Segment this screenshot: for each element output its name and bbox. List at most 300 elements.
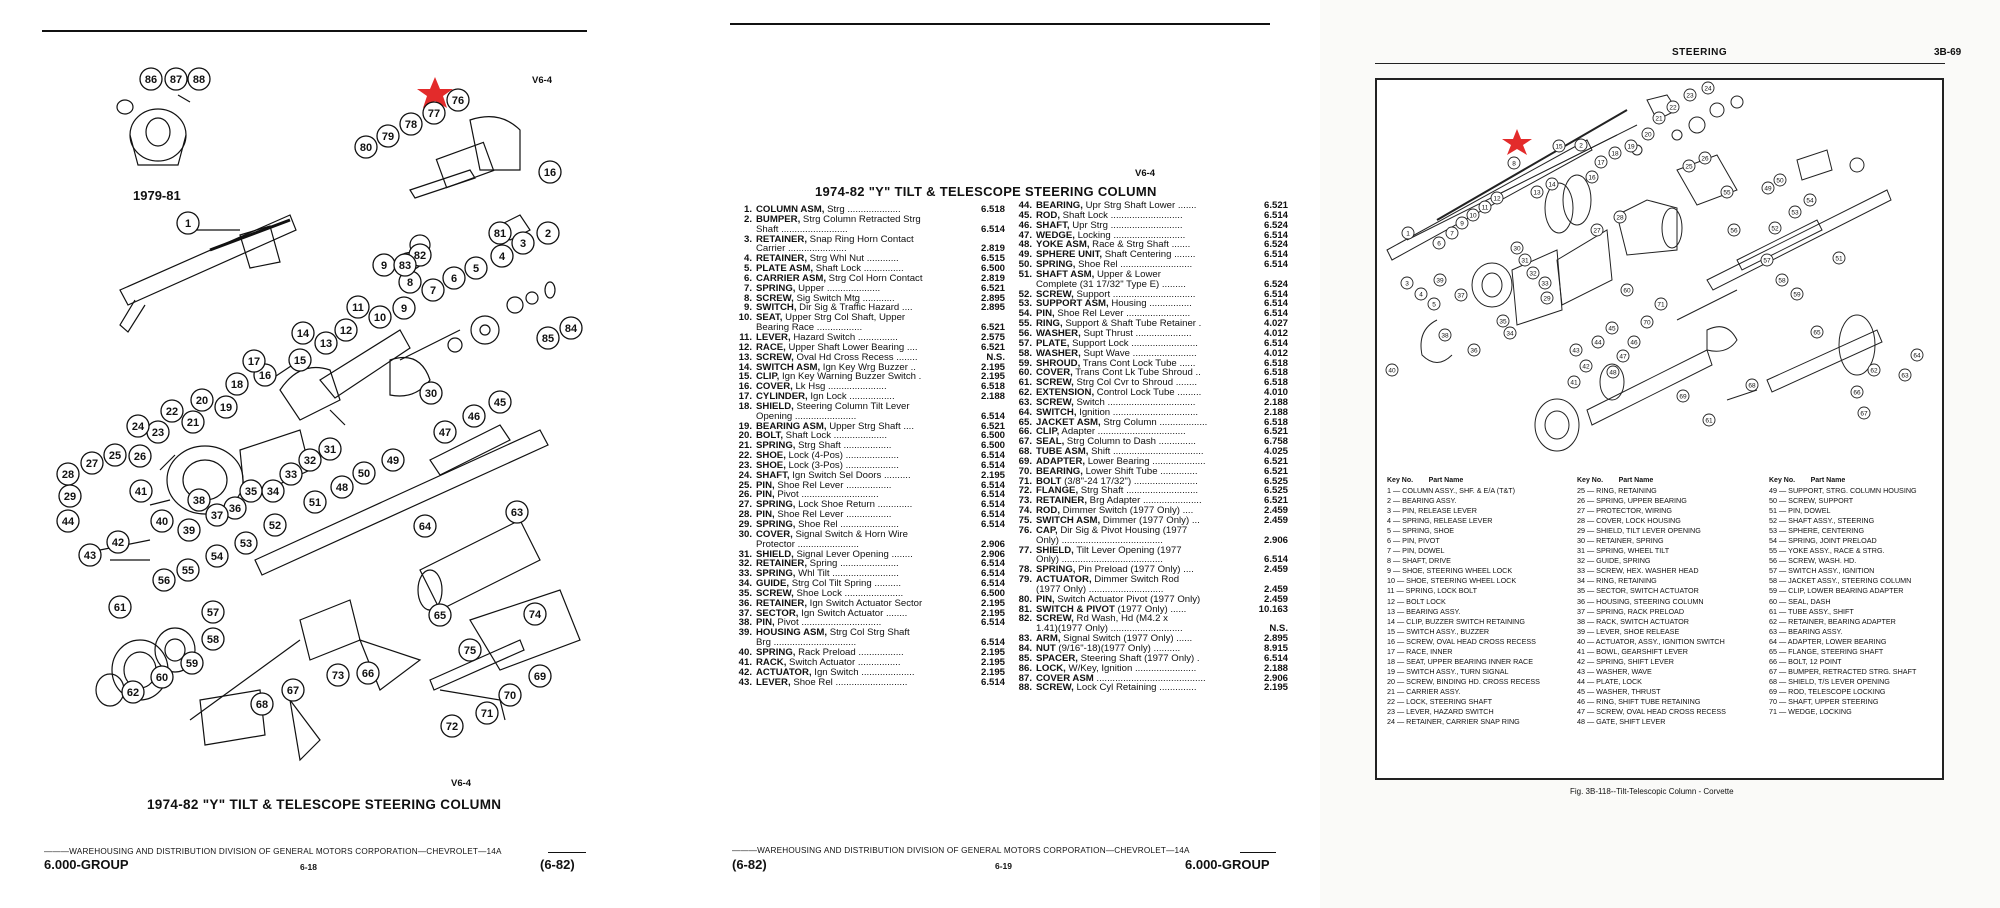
header-title: STEERING [1672, 47, 1728, 58]
part-detail: Strg Col Horn Contact [826, 273, 923, 284]
catalog-group-number: 6.524 [1263, 239, 1288, 251]
catalog-group-number: 2.819 [980, 243, 1005, 255]
part-detail: Strg Col Strg Shaft [827, 628, 910, 639]
part-name: BEARING, [1036, 201, 1083, 211]
part-number: 73. [1018, 495, 1032, 507]
part-description [1036, 418, 1244, 428]
key-entry: 68 — SHIELD, T/S LEVER OPENING [1769, 676, 1890, 686]
key-entry: 6 — PIN, PIVOT [1387, 536, 1440, 546]
svg-text:1: 1 [184, 218, 192, 230]
key-entry: 50 — SCREW, SUPPORT [1769, 496, 1854, 506]
part-number: 79. [1018, 574, 1032, 586]
part-description [756, 441, 961, 451]
parts-list-row [1010, 201, 1288, 211]
part-number: 76. [1018, 524, 1032, 536]
svg-text:20: 20 [1644, 131, 1652, 139]
svg-text:12: 12 [339, 325, 353, 337]
key-entry: 1 — COLUMN ASSY., SHF. & E/A (T&T) [1387, 486, 1516, 495]
part-description [756, 471, 961, 481]
part-description [756, 294, 961, 304]
parts-list-row [730, 461, 1005, 471]
part-detail: Upper Shaft Lower Bearing .... [785, 342, 918, 353]
inset-caption: 1979-81 [133, 188, 181, 203]
part-name: LEVER, [756, 332, 791, 343]
key-entry: 37 — SPRING, RACK PRELOAD [1577, 606, 1685, 616]
part-description [756, 431, 961, 441]
part-name: SPRING, [756, 569, 796, 580]
part-detail: Lock (4-Pos) .................... [785, 451, 899, 461]
svg-text:24: 24 [1704, 85, 1712, 93]
part-description [756, 618, 961, 628]
key-entry: 21 — CARRIER ASSY. [1387, 686, 1461, 696]
svg-text:63: 63 [510, 507, 524, 519]
catalog-group-number: 2.575 [980, 331, 1005, 343]
part-detail: Lower Shift Tube .............. [1082, 466, 1198, 477]
parts-list-row [1010, 378, 1288, 388]
svg-text:68: 68 [1748, 382, 1756, 390]
catalog-group-number: 2.188 [1263, 406, 1288, 418]
part-number: 14. [738, 361, 752, 373]
exploded-diagram [0, 0, 690, 908]
svg-text:5: 5 [1432, 301, 1436, 309]
svg-text:49: 49 [1764, 185, 1772, 193]
parts-list-row [730, 589, 1005, 599]
svg-text:57: 57 [206, 607, 220, 619]
svg-text:19: 19 [1627, 143, 1635, 151]
catalog-group-number: 2.188 [1263, 396, 1288, 408]
parts-list-row [730, 530, 1005, 540]
parts-list-row [730, 520, 1005, 530]
footer-text: ———WAREHOUSING AND DISTRIBUTION DIVISION OF GENERAL MOTORS CORPORATION—CHEVROLET—14A [732, 846, 1190, 855]
parts-list-row [730, 431, 1005, 441]
parts-list-row [1010, 506, 1288, 516]
parts-list-row [730, 303, 1005, 313]
part-detail: Strg Column to Dash .............. [1064, 437, 1196, 448]
svg-text:82: 82 [413, 250, 427, 262]
svg-text:21: 21 [186, 417, 200, 429]
part-detail: Switch ................................. [1073, 397, 1196, 408]
part-description [1036, 674, 1244, 684]
part-name: PIN, [1036, 309, 1055, 320]
part-number: 74. [1018, 505, 1032, 517]
svg-text:24: 24 [131, 421, 145, 433]
parts-list-row [1010, 270, 1288, 280]
key-entry: 15 — SWITCH ASSY., BUZZER [1387, 626, 1490, 636]
part-name: PIN, [756, 480, 775, 491]
part-description [756, 648, 961, 658]
part-description: Bearing Race ................. [756, 323, 863, 333]
part-name: BUMPER, [756, 214, 801, 225]
part-name: ACTUATOR, [1036, 575, 1092, 585]
part-number: 58. [1018, 347, 1032, 359]
part-description [756, 668, 961, 678]
part-description: (1977 Only) ............................ [1036, 584, 1164, 595]
key-entry: 7 — PIN, DOWEL [1387, 546, 1445, 556]
key-entry: 46 — RING, SHIFT TUBE RETAINING [1577, 696, 1701, 706]
parts-list-row [1010, 536, 1288, 546]
svg-text:47: 47 [438, 427, 452, 439]
parts-list-row [730, 215, 1005, 225]
part-detail: Ign Switch Actuator ........ [798, 608, 908, 619]
part-name: COVER, [756, 529, 793, 540]
part-name: NUT [1036, 643, 1056, 654]
parts-list-row [730, 412, 1005, 422]
part-number: 51. [1018, 268, 1032, 280]
svg-text:9: 9 [380, 260, 388, 272]
part-description [1036, 634, 1244, 644]
part-name: WEDGE, [1036, 230, 1075, 241]
part-description [1036, 526, 1244, 536]
part-description [1036, 221, 1244, 231]
svg-text:22: 22 [165, 406, 179, 418]
part-name: RETAINER, [756, 559, 807, 570]
part-detail: Housing ................ [1108, 299, 1192, 310]
svg-text:19: 19 [219, 402, 233, 414]
catalog-group-number: 2.906 [1263, 534, 1288, 546]
part-description [1036, 427, 1244, 437]
part-detail: Shoe Rel Lever ........................ [1054, 309, 1191, 320]
part-name: PIN, [756, 510, 775, 520]
part-name: PIN, [1036, 594, 1055, 605]
svg-text:40: 40 [155, 516, 169, 528]
part-description [1036, 309, 1244, 319]
parts-list-row [1010, 211, 1288, 221]
key-entry: 13 — BEARING ASSY. [1387, 606, 1461, 616]
svg-text:11: 11 [352, 302, 364, 314]
catalog-group-number: 6.525 [1263, 475, 1288, 487]
svg-text:27: 27 [85, 458, 99, 470]
key-entry: 22 — LOCK, STEERING SHAFT [1387, 696, 1493, 706]
part-detail: Upper Strg Shaft .... [826, 421, 914, 432]
part-number: 18. [738, 400, 752, 412]
svg-text:29: 29 [63, 491, 77, 503]
parts-list-row [1010, 240, 1288, 250]
svg-text:5: 5 [472, 263, 480, 275]
part-name: SHOE, [756, 451, 786, 461]
part-number: 69. [1018, 455, 1032, 467]
part-number: 11. [739, 331, 752, 343]
part-description [1036, 477, 1244, 487]
header-rule [1375, 63, 1945, 64]
key-entry: 54 — SPRING, JOINT PRELOAD [1769, 536, 1877, 546]
catalog-group-number: 6.514 [1263, 229, 1288, 241]
svg-text:88: 88 [192, 74, 206, 86]
part-name: SCREW, [756, 588, 794, 599]
catalog-group-number: 6.514 [980, 676, 1005, 688]
part-description [756, 569, 961, 579]
catalog-group-number: 6.514 [980, 479, 1005, 491]
svg-text:29: 29 [1543, 295, 1551, 303]
key-header-2: Key No. Part Name [1577, 477, 1654, 484]
key-entry: 42 — SPRING, SHIFT LEVER [1577, 656, 1674, 666]
part-detail: Shaft Lock ............... [813, 264, 904, 274]
part-name: SPRING, [756, 283, 796, 294]
part-detail: Rack Preload ................. [795, 647, 904, 658]
part-name: SCREW, [1036, 397, 1074, 408]
catalog-group-number: 6.521 [1263, 455, 1288, 467]
part-name: SHIELD, [756, 549, 794, 560]
catalog-group-number: 4.012 [1263, 327, 1288, 339]
part-number: 39. [738, 627, 752, 639]
part-description [1036, 447, 1244, 457]
part-number: 85. [1018, 652, 1032, 664]
svg-text:8: 8 [1512, 160, 1516, 168]
part-detail: Pivot ............................. [774, 490, 879, 501]
part-name: COVER, [1036, 368, 1073, 379]
svg-text:46: 46 [1630, 339, 1638, 347]
part-description [756, 500, 961, 510]
svg-text:17: 17 [247, 356, 261, 368]
parts-list-row [730, 648, 1005, 658]
part-number: 33. [738, 568, 752, 580]
part-name: SHROUD, [1036, 358, 1081, 369]
key-header-3: Key No. Part Name [1769, 477, 1846, 484]
part-name: CLIP, [756, 372, 780, 383]
part-number: 78. [1018, 564, 1032, 576]
svg-text:56: 56 [157, 575, 171, 587]
part-detail: Brg Adapter ...................... [1087, 496, 1202, 507]
key-entry: 66 — BOLT, 12 POINT [1769, 656, 1842, 666]
key-entry: 53 — SPHERE, CENTERING [1769, 526, 1865, 536]
group-label: 6.000-GROUP [1185, 857, 1270, 872]
part-name: CYLINDER, [756, 392, 808, 402]
part-description [1036, 467, 1244, 477]
part-description [1036, 211, 1244, 221]
part-detail: Support Lock ......................... [1069, 338, 1198, 349]
key-entry: 20 — SCREW, BINDING HD. CROSS RECESS [1387, 676, 1540, 686]
parts-list-row [1010, 605, 1288, 615]
part-number: 3. [743, 233, 752, 245]
key-entry: 24 — RETAINER, CARRIER SNAP RING [1387, 717, 1520, 727]
part-description [1036, 664, 1244, 674]
part-description [756, 589, 961, 599]
key-entry: 60 — SEAL, DASH [1769, 596, 1831, 606]
part-name: SCREW, [756, 352, 794, 363]
svg-text:44: 44 [61, 516, 75, 528]
part-number: 32. [738, 558, 752, 570]
callout-86: 86 [144, 74, 158, 86]
parts-list-row [730, 609, 1005, 619]
key-entry: 64 — ADAPTER, LOWER BEARING [1769, 636, 1887, 646]
part-detail: Ign Lock ................. [807, 392, 895, 402]
part-detail: Dir Sig & Pivot Housing (1977 [1057, 525, 1188, 536]
svg-text:80: 80 [359, 142, 373, 154]
part-description [756, 392, 961, 402]
parts-list-row [1010, 359, 1288, 369]
table-title: 1974-82 "Y" TILT & TELESCOPE STEERING COLUMN [815, 184, 1157, 199]
part-description [756, 490, 961, 500]
svg-text:51: 51 [308, 497, 322, 509]
part-number: 87. [1018, 672, 1032, 684]
key-entry: 32 — GUIDE, SPRING [1577, 556, 1651, 566]
part-detail: Tilt Lever Opening (1977 [1073, 545, 1182, 556]
key-entry: 26 — SPRING, UPPER BEARING [1577, 496, 1687, 506]
part-number: 30. [738, 528, 752, 540]
catalog-group-number: 4.027 [1263, 318, 1288, 330]
part-description [756, 303, 961, 313]
part-detail: Shoe Rel ........................... [790, 677, 908, 688]
part-number: 62. [1018, 387, 1032, 399]
part-description [1036, 359, 1244, 369]
part-name: PIN, [756, 490, 775, 501]
part-detail: Upper Strg Col Shaft, Upper [782, 313, 906, 324]
key-entry: 16 — SCREW, OVAL HEAD CROSS RECESS [1387, 636, 1536, 646]
parts-list-row [730, 540, 1005, 550]
part-number: 47. [1018, 229, 1032, 241]
part-detail: Race & Strg Shaft ....... [1089, 240, 1191, 251]
part-name: WASHER, [1036, 328, 1081, 339]
part-number: 40. [738, 646, 752, 658]
svg-text:60: 60 [1623, 287, 1631, 295]
part-detail: Hazard Switch ............... [790, 332, 898, 343]
part-detail: Supt Wave ........................ [1080, 348, 1197, 359]
part-description [756, 461, 961, 471]
svg-text:55: 55 [181, 565, 195, 577]
part-detail: Ign Switch .................... [811, 667, 915, 678]
part-number: 36. [738, 597, 752, 609]
part-description [1036, 231, 1244, 241]
part-number: 83. [1018, 633, 1032, 645]
parts-list-row [730, 284, 1005, 294]
catalog-group-number: 6.521 [1263, 426, 1288, 438]
parts-list-row [730, 481, 1005, 491]
part-name: SPRING, [1036, 565, 1076, 576]
part-name: RACE, [756, 342, 786, 353]
part-description: Protector ....................... [756, 539, 859, 550]
service-manual-page [1320, 0, 2000, 908]
svg-text:33: 33 [1541, 280, 1549, 288]
parts-list-row [730, 402, 1005, 412]
part-name: SCREW, [1036, 683, 1074, 694]
svg-text:70: 70 [1643, 319, 1651, 327]
parts-list-row [730, 363, 1005, 373]
part-description [756, 599, 961, 609]
catalog-group-number: 6.514 [980, 450, 1005, 462]
part-number: 8. [743, 292, 752, 304]
svg-text:54: 54 [210, 551, 224, 563]
svg-text:10: 10 [1469, 212, 1477, 220]
part-description [756, 481, 961, 491]
part-number: 46. [1018, 219, 1032, 231]
parts-list-row [730, 323, 1005, 333]
parts-list-row [1010, 644, 1288, 654]
parts-list-row [730, 628, 1005, 638]
part-detail: Signal Switch & Horn Wire [792, 529, 908, 540]
part-number: 21. [738, 440, 752, 452]
part-detail: Upr Strg ........................... [1069, 220, 1183, 231]
part-description [1036, 290, 1244, 300]
part-description [1036, 654, 1244, 664]
part-number: 4. [743, 253, 752, 265]
svg-text:32: 32 [303, 455, 317, 467]
catalog-group-number: 6.514 [1263, 288, 1288, 300]
caption-code: V6-4 [451, 778, 472, 789]
key-entry: 45 — WASHER, THRUST [1577, 686, 1661, 696]
parts-list-row [730, 343, 1005, 353]
svg-text:27: 27 [1593, 227, 1601, 235]
catalog-group-number: 6.514 [980, 499, 1005, 511]
part-description [756, 235, 961, 245]
part-name: SCREW, [1036, 289, 1074, 300]
part-number: 44. [1018, 200, 1032, 211]
svg-text:60: 60 [155, 672, 169, 684]
part-detail: Strg Shaft ........................... [1078, 486, 1199, 497]
part-description: Shaft ......................... [756, 224, 848, 235]
part-detail: Shoe Lock ...................... [793, 588, 904, 599]
key-entry: 14 — CLIP, BUZZER SWITCH RETAINING [1387, 616, 1525, 626]
svg-text:35: 35 [244, 486, 258, 498]
svg-text:62: 62 [126, 687, 140, 699]
parts-list-row [730, 569, 1005, 579]
part-detail: Shoe Rel Lever ................. [774, 510, 892, 520]
svg-text:55: 55 [1723, 189, 1731, 197]
parts-list-row [1010, 418, 1288, 428]
part-number: 13. [738, 351, 752, 363]
catalog-group-number: 6.518 [1263, 377, 1288, 389]
part-description [1036, 516, 1244, 526]
part-detail: Shoe Rel Lever ................. [774, 480, 892, 491]
key-entry: 57 — SWITCH ASSY., IGNITION [1769, 566, 1875, 576]
part-name: SEAT, [756, 313, 783, 324]
part-detail: W/Key, Ignition ....................... [1065, 663, 1197, 674]
catalog-group-number: 4.010 [1263, 387, 1288, 399]
svg-text:87: 87 [169, 74, 183, 86]
catalog-group-number: 6.514 [1263, 554, 1288, 566]
part-detail: Oval Hd Cross Recess ........ [793, 352, 918, 363]
parts-list-row [730, 313, 1005, 323]
part-number: 15. [738, 371, 752, 383]
key-entry: 47 — SCREW, OVAL HEAD CROSS RECESS [1577, 707, 1726, 717]
catalog-group-number: 6.514 [980, 489, 1005, 501]
part-number: 61. [1018, 377, 1032, 389]
parts-list-row [1010, 664, 1288, 674]
svg-text:47: 47 [1619, 353, 1627, 361]
part-name: PIN, [756, 618, 775, 629]
part-description [1036, 644, 1244, 654]
svg-text:66: 66 [1853, 389, 1861, 397]
parts-list-row [730, 441, 1005, 451]
part-detail: Steering Column Tilt Lever [793, 401, 910, 412]
parts-list-row [1010, 674, 1288, 684]
svg-text:84: 84 [564, 323, 578, 335]
part-number: 43. [738, 676, 752, 688]
diagram-caption: 1974-82 "Y" TILT & TELESCOPE STEERING COLUMN [147, 797, 502, 812]
part-detail: Support & Shaft Tube Retainer . [1062, 319, 1202, 329]
catalog-group-number: 6.500 [980, 430, 1005, 442]
catalog-group-number: 2.895 [980, 302, 1005, 314]
part-number: 6. [743, 272, 752, 284]
catalog-group-number: 6.514 [980, 578, 1005, 590]
part-description [1036, 496, 1244, 506]
svg-text:2: 2 [544, 228, 552, 240]
svg-text:20: 20 [195, 395, 209, 407]
part-number: 22. [738, 450, 752, 462]
svg-text:3: 3 [1405, 280, 1409, 288]
svg-text:50: 50 [1776, 177, 1784, 185]
key-entry: 18 — SEAT, UPPER BEARING INNER RACE [1387, 656, 1534, 666]
parts-list-row [730, 372, 1005, 382]
part-description [756, 678, 961, 688]
part-number: 9. [743, 302, 752, 314]
svg-text:1: 1 [1406, 230, 1410, 238]
key-entry: 61 — TUBE ASSY., SHIFT [1769, 606, 1854, 616]
svg-text:58: 58 [206, 634, 220, 646]
parts-list-right [1010, 201, 1288, 693]
parts-list-row [730, 550, 1005, 560]
svg-text:66: 66 [361, 668, 375, 680]
parts-list-row [1010, 575, 1288, 585]
svg-text:2: 2 [1579, 142, 1583, 150]
